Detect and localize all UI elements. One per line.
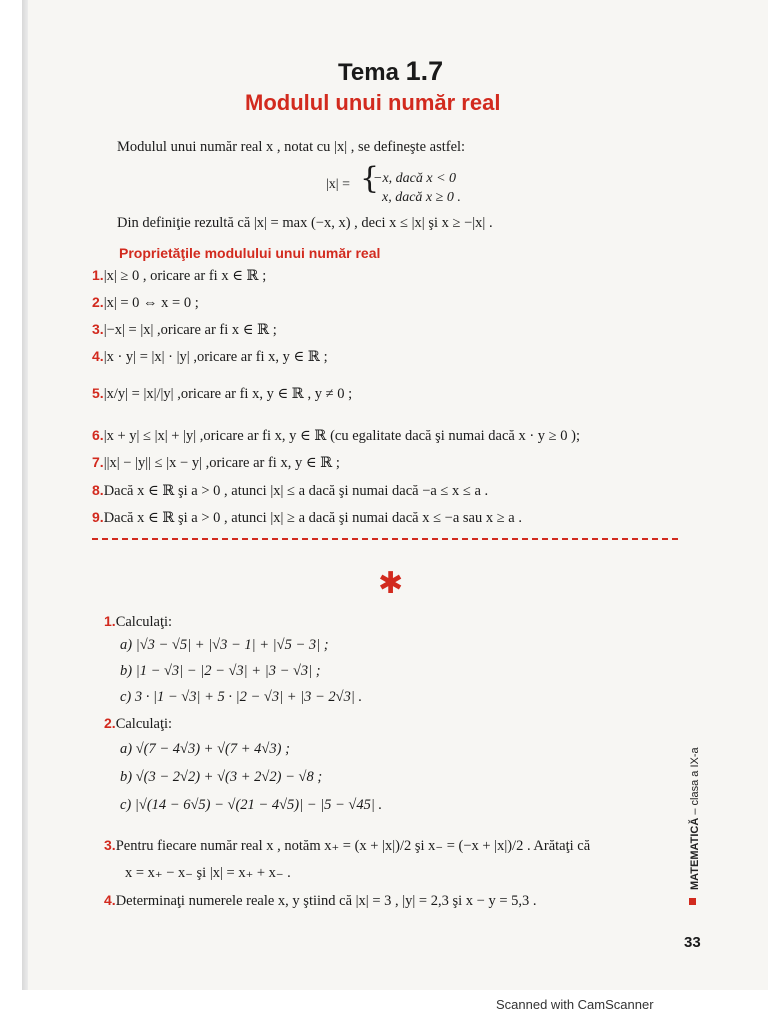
properties-heading: Proprietăţile modulului unui număr real — [119, 245, 381, 261]
property-text: Dacă x ∈ ℝ şi a > 0 , atunci |x| ≤ a dacă şi numai dacă −a ≤ x ≤ a . — [103, 483, 489, 499]
property-number: 3. — [92, 321, 104, 337]
property-text: |x| ≥ 0 , oricare ar fi x ∈ ℝ ; — [103, 268, 267, 284]
brace-icon: { — [360, 161, 380, 196]
page-number: 33 — [684, 934, 701, 951]
exercise-1-title — [104, 612, 172, 631]
property-number: 9. — [92, 509, 104, 525]
property-text: |x · y| = |x| · |y| ,oricare ar fi x, y ∈ ℝ ; — [103, 349, 328, 365]
exercise-1b: b) |1 − √3| − |2 − √3| + |3 − √3| ; — [120, 663, 321, 679]
property-item — [92, 384, 352, 403]
property-text: |−x| = |x| ,oricare ar fi x ∈ ℝ ; — [103, 322, 277, 338]
exercise-2-title — [104, 714, 172, 733]
definition-intro: Modulul unui număr real x , notat cu |x| , se defineşte astfel: — [117, 139, 466, 155]
property-text: Dacă x ∈ ℝ şi a > 0 , atunci |x| ≥ a dacă şi numai dacă x ≤ −a sau x ≥ a . — [103, 510, 522, 526]
piecewise-case-positive: x, dacă x ≥ 0 . — [382, 190, 461, 205]
exercise-3-line2: x = x₊ − x₋ şi |x| = x₊ + x₋ . — [125, 865, 291, 881]
property-number: 1. — [92, 267, 104, 283]
property-number: 5. — [92, 385, 104, 401]
property-text: |x| = 0 ⇔ x = 0 ; — [103, 295, 199, 311]
property-item — [92, 320, 277, 339]
lesson-index: 1.7 — [405, 56, 444, 86]
property-number: 7. — [92, 454, 104, 470]
property-number: 8. — [92, 482, 104, 498]
scanner-watermark: Scanned with CamScanner — [496, 997, 654, 1012]
property-number: 2. — [92, 294, 104, 310]
lesson-label: Tema — [338, 59, 399, 86]
piecewise-case-negative: −x, dacă x < 0 — [373, 171, 457, 186]
exercise-label: Calculaţi: — [115, 716, 173, 732]
subject-name: MATEMATICĂ — [689, 817, 701, 890]
exercise-1a: a) |√3 − √5| + |√3 − 1| + |√5 − 3| ; — [120, 637, 329, 653]
property-text: |x/y| = |x|/|y| ,oricare ar fi x, y ∈ ℝ , y ≠ 0 ; — [103, 386, 353, 402]
definition-consequence: Din definiţie rezultă că |x| = max (−x, x) , deci x ≤ |x| şi x ≥ −|x| . — [117, 215, 493, 231]
property-text: |x + y| ≤ |x| + |y| ,oricare ar fi x, y ∈ ℝ (cu egalitate dacă şi numai dacă x · y ≥ 0 ); — [103, 428, 580, 444]
section-divider — [92, 538, 678, 540]
property-number: 4. — [92, 348, 104, 364]
lesson-number — [338, 56, 443, 87]
exercise-3-line1 — [104, 836, 590, 855]
exercise-number: 4. — [104, 892, 116, 908]
property-item — [92, 481, 488, 500]
side-marker-square — [689, 898, 696, 905]
property-item — [92, 293, 199, 312]
exercise-text: Pentru fiecare număr real x , notăm x₊ = (x + |x|)/2 şi x₋ = (−x + |x|)/2 . Arătaţi că — [115, 838, 591, 854]
exercise-number: 1. — [104, 613, 116, 629]
exercise-2b: b) √(3 − 2√2) + √(3 + 2√2) − √8 ; — [120, 769, 323, 785]
exercise-text: Determinaţi numerele reale x, y ştiind că |x| = 3 , |y| = 2,3 şi x − y = 5,3 . — [115, 893, 537, 909]
exercise-number: 2. — [104, 715, 116, 731]
exercise-label: Calculaţi: — [115, 614, 173, 630]
property-item — [92, 508, 522, 527]
property-item — [92, 266, 266, 285]
side-subject-label — [689, 747, 701, 890]
property-item — [92, 453, 340, 472]
asterisk-icon: ✱ — [378, 566, 404, 601]
exercise-number: 3. — [104, 837, 116, 853]
page-title: Modulul unui număr real — [245, 90, 501, 115]
exercise-1c: c) 3 · |1 − √3| + 5 · |2 − √3| + |3 − 2√3| . — [120, 689, 363, 705]
property-item — [92, 347, 328, 366]
property-item — [92, 426, 580, 445]
exercise-2c: c) |√(14 − 6√5) − √(21 − 4√5)| − |5 − √45| . — [120, 797, 383, 813]
property-text: ||x| − |y|| ≤ |x − y| ,oricare ar fi x, y ∈ ℝ ; — [103, 455, 340, 471]
piecewise-left: |x| = — [326, 177, 351, 192]
grade-label: – clasa a IX-a — [689, 747, 701, 818]
exercise-4 — [104, 891, 537, 910]
exercise-2a: a) √(7 − 4√3) + √(7 + 4√3) ; — [120, 741, 290, 757]
property-number: 6. — [92, 427, 104, 443]
